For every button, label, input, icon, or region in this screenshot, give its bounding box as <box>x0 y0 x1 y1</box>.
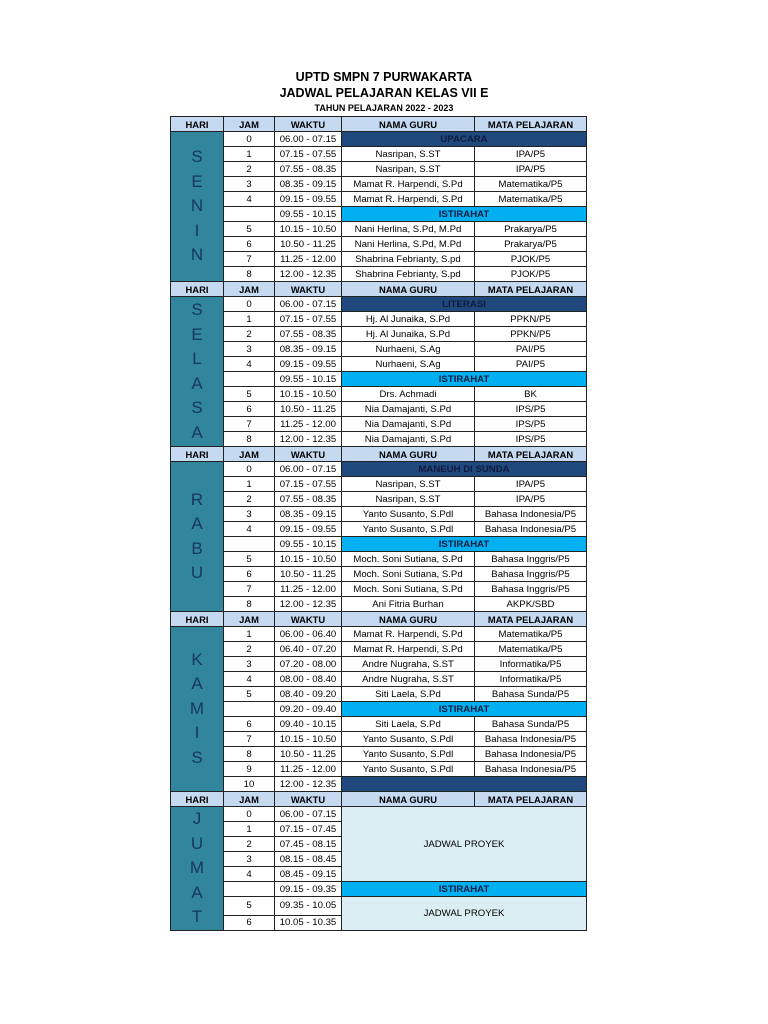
teacher-cell: Ani Fitria Burhan <box>342 597 475 612</box>
schedule-row <box>171 327 587 342</box>
subject-cell: IPA/P5 <box>475 492 587 507</box>
teacher-cell: Nasripan, S.ST <box>342 147 475 162</box>
subject-cell: Informatika/P5 <box>475 657 587 672</box>
waktu-cell: 10.15 - 10.50 <box>275 387 342 402</box>
col-waktu-header: WAKTU <box>275 447 342 462</box>
teacher-cell: Mamat R. Harpendi, S.Pd <box>342 642 475 657</box>
teacher-cell: Shabrina Febrianty, S.pd <box>342 252 475 267</box>
jam-cell: 0 <box>224 297 275 312</box>
day-letter: S <box>191 300 203 319</box>
day-name-selasa <box>171 297 224 447</box>
waktu-cell: 07.55 - 08.35 <box>275 492 342 507</box>
subject-cell: IPA/P5 <box>475 162 587 177</box>
waktu-cell: 10.05 - 10.35 <box>275 915 342 930</box>
schedule-row <box>171 747 587 762</box>
teacher-cell: Hj. Al Junaika, S.Pd <box>342 327 475 342</box>
day-letter: A <box>191 514 203 533</box>
schedule-row <box>171 657 587 672</box>
waktu-cell: 12.00 - 12.35 <box>275 777 342 792</box>
jam-cell: 5 <box>224 222 275 237</box>
subject-cell: Bahasa Indonesia/P5 <box>475 507 587 522</box>
waktu-cell: 11.25 - 12.00 <box>275 252 342 267</box>
jam-cell: 8 <box>224 267 275 282</box>
jam-cell: 7 <box>224 252 275 267</box>
jam-cell: 5 <box>224 387 275 402</box>
waktu-cell: 07.20 - 08.00 <box>275 657 342 672</box>
col-mata-pelajaran-header: MATA PELAJARAN <box>475 612 587 627</box>
day-name-senin <box>171 132 224 282</box>
day-letter: R <box>190 489 204 509</box>
schedule-row <box>171 522 587 537</box>
teacher-cell: Moch. Soni Sutiana, S.Pd <box>342 582 475 597</box>
day-letter: U <box>190 833 204 853</box>
day-name-kamis <box>171 627 224 792</box>
waktu-cell: 06.00 - 07.15 <box>275 462 342 477</box>
jam-cell: 1 <box>224 822 275 837</box>
subject-cell: Bahasa Inggris/P5 <box>475 552 587 567</box>
jam-cell: 4 <box>224 522 275 537</box>
jam-cell <box>224 207 275 222</box>
waktu-cell: 12.00 - 12.35 <box>275 267 342 282</box>
teacher-cell: Yanto Susanto, S.Pdl <box>342 747 475 762</box>
jam-cell: 2 <box>224 492 275 507</box>
jam-cell <box>224 882 275 897</box>
schedule-row <box>171 762 587 777</box>
subject-cell: Bahasa Indonesia/P5 <box>475 762 587 777</box>
teacher-cell: Andre Nugraha, S.ST <box>342 657 475 672</box>
jam-cell: 6 <box>224 237 275 252</box>
waktu-cell: 06.40 - 07.20 <box>275 642 342 657</box>
col-nama-guru-header: NAMA GURU <box>342 117 475 132</box>
schedule-row <box>171 552 587 567</box>
jam-cell: 7 <box>224 417 275 432</box>
col-jam-header: JAM <box>224 282 275 297</box>
banner-cell <box>342 777 587 792</box>
teacher-cell: Siti Laela, S.Pd <box>342 717 475 732</box>
waktu-cell: 09.35 - 10.05 <box>275 897 342 916</box>
schedule-title: JADWAL PELAJARAN KELAS VII E <box>279 86 489 100</box>
schedule-row <box>171 372 587 387</box>
teacher-cell: Nasripan, S.ST <box>342 162 475 177</box>
jam-cell: 3 <box>224 177 275 192</box>
subject-cell: Prakarya/P5 <box>475 237 587 252</box>
col-jam-header: JAM <box>224 117 275 132</box>
jam-cell: 6 <box>224 402 275 417</box>
schedule-row <box>171 732 587 747</box>
project-cell: JADWAL PROYEK <box>342 807 587 882</box>
subject-cell: Matematika/P5 <box>475 192 587 207</box>
jam-cell: 0 <box>224 807 275 822</box>
col-waktu-header: WAKTU <box>275 792 342 807</box>
subject-cell: Matematika/P5 <box>475 177 587 192</box>
subject-cell: PJOK/P5 <box>475 252 587 267</box>
schedule-row <box>171 177 587 192</box>
col-nama-guru-header: NAMA GURU <box>342 792 475 807</box>
schedule-row <box>171 537 587 552</box>
schedule-body <box>171 117 587 931</box>
day-letter: E <box>191 171 203 191</box>
schedule-row <box>171 582 587 597</box>
schedule-row <box>171 417 587 432</box>
teacher-cell: Moch. Soni Sutiana, S.Pd <box>342 567 475 582</box>
day-letter: A <box>191 422 203 442</box>
jam-cell: 6 <box>224 567 275 582</box>
jam-cell: 2 <box>224 837 275 852</box>
schedule-row <box>171 222 587 237</box>
jam-cell: 5 <box>224 552 275 567</box>
waktu-cell: 08.15 - 08.45 <box>275 852 342 867</box>
schedule-row <box>171 492 587 507</box>
schedule-row <box>171 147 587 162</box>
day-letter: A <box>191 882 203 902</box>
jam-cell: 1 <box>224 147 275 162</box>
jam-cell: 9 <box>224 762 275 777</box>
waktu-cell: 08.00 - 08.40 <box>275 672 342 687</box>
jam-cell: 7 <box>224 582 275 597</box>
subject-cell: Informatika/P5 <box>475 672 587 687</box>
day-letter: K <box>191 649 203 669</box>
col-mata-pelajaran-header: MATA PELAJARAN <box>475 447 587 462</box>
schedule-row <box>171 207 587 222</box>
waktu-cell: 06.00 - 06.40 <box>275 627 342 642</box>
col-jam-header: JAM <box>224 612 275 627</box>
schedule-row <box>171 507 587 522</box>
jam-cell: 1 <box>224 312 275 327</box>
teacher-cell: Yanto Susanto, S.Pdl <box>342 522 475 537</box>
schedule-row <box>171 642 587 657</box>
schedule-row <box>171 297 587 312</box>
teacher-cell: Drs. Achmadi <box>342 387 475 402</box>
teacher-cell: Nurhaeni, S.Ag <box>342 342 475 357</box>
jam-cell: 0 <box>224 132 275 147</box>
waktu-cell: 09.40 - 10.15 <box>275 717 342 732</box>
col-waktu-header: WAKTU <box>275 282 342 297</box>
jam-cell <box>224 537 275 552</box>
day-letter: T <box>191 907 203 926</box>
col-waktu-header: WAKTU <box>275 117 342 132</box>
col-hari-header: HARI <box>171 447 224 462</box>
schedule-row <box>171 897 587 916</box>
waktu-cell: 10.15 - 10.50 <box>275 552 342 567</box>
day-letter: L <box>192 349 202 368</box>
schedule-row <box>171 162 587 177</box>
waktu-cell: 10.15 - 10.50 <box>275 222 342 237</box>
teacher-cell: Nasripan, S.ST <box>342 492 475 507</box>
waktu-cell: 09.15 - 09.55 <box>275 357 342 372</box>
waktu-cell: 07.55 - 08.35 <box>275 327 342 342</box>
waktu-cell: 10.50 - 11.25 <box>275 237 342 252</box>
schedule-row <box>171 882 587 897</box>
project-cell: JADWAL PROYEK <box>342 897 587 931</box>
teacher-cell: Yanto Susanto, S.Pdl <box>342 762 475 777</box>
subject-cell: IPA/P5 <box>475 147 587 162</box>
waktu-cell: 08.35 - 09.15 <box>275 507 342 522</box>
waktu-cell: 10.50 - 11.25 <box>275 567 342 582</box>
subject-cell: IPA/P5 <box>475 477 587 492</box>
subject-cell: Matematika/P5 <box>475 642 587 657</box>
col-jam-header: JAM <box>224 447 275 462</box>
jam-cell: 8 <box>224 432 275 447</box>
waktu-cell: 08.35 - 09.15 <box>275 177 342 192</box>
subject-cell: PAI/P5 <box>475 357 587 372</box>
waktu-cell: 07.55 - 08.35 <box>275 162 342 177</box>
schedule-row <box>171 627 587 642</box>
day-letter: A <box>191 373 203 393</box>
jam-cell: 7 <box>224 732 275 747</box>
banner-cell: LITERASI <box>342 297 587 312</box>
schedule-row <box>171 462 587 477</box>
subject-cell: AKPK/SBD <box>475 597 587 612</box>
teacher-cell: Nasripan, S.ST <box>342 477 475 492</box>
schedule-row <box>171 312 587 327</box>
subject-cell: PAI/P5 <box>475 342 587 357</box>
schedule-row <box>171 717 587 732</box>
teacher-cell: Nia Damajanti, S.Pd <box>342 432 475 447</box>
teacher-cell: Nani Herlina, S.Pd, M.Pd <box>342 222 475 237</box>
jam-cell: 5 <box>224 897 275 916</box>
col-hari-header: HARI <box>171 282 224 297</box>
subject-cell: Bahasa Indonesia/P5 <box>475 747 587 762</box>
day-letter: S <box>191 398 203 417</box>
subject-cell: IPS/P5 <box>475 417 587 432</box>
day-letter: N <box>190 245 204 265</box>
jam-cell: 10 <box>224 777 275 792</box>
schedule-row <box>171 342 587 357</box>
col-nama-guru-header: NAMA GURU <box>342 447 475 462</box>
schedule-row <box>171 387 587 402</box>
jam-cell: 2 <box>224 327 275 342</box>
waktu-cell: 07.15 - 07.55 <box>275 477 342 492</box>
teacher-cell: Nurhaeni, S.Ag <box>342 357 475 372</box>
col-mata-pelajaran-header: MATA PELAJARAN <box>475 282 587 297</box>
jam-cell: 6 <box>224 915 275 930</box>
jam-cell: 3 <box>224 342 275 357</box>
waktu-cell: 08.40 - 09.20 <box>275 687 342 702</box>
day-letter: J <box>192 809 202 828</box>
schedule-row <box>171 432 587 447</box>
jam-cell <box>224 372 275 387</box>
schedule-row <box>171 687 587 702</box>
jam-cell: 2 <box>224 642 275 657</box>
schedule-row <box>171 357 587 372</box>
day-letter: S <box>191 147 203 167</box>
header-row <box>171 612 587 627</box>
waktu-cell: 09.55 - 10.15 <box>275 207 342 222</box>
jam-cell: 4 <box>224 672 275 687</box>
jam-cell: 8 <box>224 597 275 612</box>
col-nama-guru-header: NAMA GURU <box>342 282 475 297</box>
schedule-row <box>171 477 587 492</box>
teacher-cell: Mamat R. Harpendi, S.Pd <box>342 177 475 192</box>
col-mata-pelajaran-header: MATA PELAJARAN <box>475 117 587 132</box>
waktu-cell: 06.00 - 07.15 <box>275 297 342 312</box>
teacher-cell: Nia Damajanti, S.Pd <box>342 402 475 417</box>
day-letter: U <box>190 563 204 582</box>
waktu-cell: 09.15 - 09.35 <box>275 882 342 897</box>
schedule-row <box>171 777 587 792</box>
banner-cell: ISTIRAHAT <box>342 702 587 717</box>
schedule-row <box>171 672 587 687</box>
school-name: UPTD SMPN 7 PURWAKARTA <box>295 70 473 84</box>
subject-cell: Bahasa Sunda/P5 <box>475 717 587 732</box>
subject-cell: Matematika/P5 <box>475 627 587 642</box>
waktu-cell: 11.25 - 12.00 <box>275 762 342 777</box>
jam-cell: 6 <box>224 717 275 732</box>
teacher-cell: Mamat R. Harpendi, S.Pd <box>342 627 475 642</box>
schedule-row <box>171 807 587 822</box>
waktu-cell: 09.15 - 09.55 <box>275 522 342 537</box>
waktu-cell: 10.50 - 11.25 <box>275 747 342 762</box>
waktu-cell: 07.45 - 08.15 <box>275 837 342 852</box>
waktu-cell: 10.50 - 11.25 <box>275 402 342 417</box>
waktu-cell: 08.45 - 09.15 <box>275 867 342 882</box>
banner-cell: ISTIRAHAT <box>342 207 587 222</box>
waktu-cell: 06.00 - 07.15 <box>275 807 342 822</box>
waktu-cell: 09.15 - 09.55 <box>275 192 342 207</box>
teacher-cell: Siti Laela, S.Pd <box>342 687 475 702</box>
subject-cell: Bahasa Sunda/P5 <box>475 687 587 702</box>
day-letter: B <box>191 538 203 558</box>
subject-cell: Bahasa Indonesia/P5 <box>475 522 587 537</box>
col-waktu-header: WAKTU <box>275 612 342 627</box>
teacher-cell: Nia Damajanti, S.Pd <box>342 417 475 432</box>
schedule-row <box>171 192 587 207</box>
jam-cell: 4 <box>224 192 275 207</box>
schedule-row <box>171 597 587 612</box>
subject-cell: BK <box>475 387 587 402</box>
waktu-cell: 09.20 - 09.40 <box>275 702 342 717</box>
header-row <box>171 117 587 132</box>
subject-cell: PJOK/P5 <box>475 267 587 282</box>
day-letter: I <box>194 220 200 240</box>
day-letter: A <box>191 674 203 694</box>
schedule-table <box>170 116 587 931</box>
schedule-row <box>171 267 587 282</box>
header-row <box>171 447 587 462</box>
col-nama-guru-header: NAMA GURU <box>342 612 475 627</box>
col-hari-header: HARI <box>171 117 224 132</box>
banner-cell: ISTIRAHAT <box>342 372 587 387</box>
jam-cell: 5 <box>224 687 275 702</box>
banner-cell: MANEUH DI SUNDA <box>342 462 587 477</box>
teacher-cell: Mamat R. Harpendi, S.Pd <box>342 192 475 207</box>
day-name-jumat <box>171 807 224 931</box>
header-row <box>171 282 587 297</box>
col-mata-pelajaran-header: MATA PELAJARAN <box>475 792 587 807</box>
waktu-cell: 10.15 - 10.50 <box>275 732 342 747</box>
col-hari-header: HARI <box>171 612 224 627</box>
header-row <box>171 792 587 807</box>
banner-cell: UPACARA <box>342 132 587 147</box>
subject-cell: PPKN/P5 <box>475 312 587 327</box>
jam-cell: 3 <box>224 507 275 522</box>
jam-cell: 4 <box>224 357 275 372</box>
teacher-cell: Andre Nugraha, S.ST <box>342 672 475 687</box>
jam-cell: 4 <box>224 867 275 882</box>
subject-cell: Bahasa Indonesia/P5 <box>475 732 587 747</box>
subject-cell: IPS/P5 <box>475 432 587 447</box>
teacher-cell: Shabrina Febrianty, S.pd <box>342 267 475 282</box>
col-jam-header: JAM <box>224 792 275 807</box>
subject-cell: Bahasa Inggris/P5 <box>475 567 587 582</box>
day-letter: S <box>191 747 203 767</box>
waktu-cell: 09.55 - 10.15 <box>275 372 342 387</box>
banner-cell: ISTIRAHAT <box>342 882 587 897</box>
schedule-row <box>171 567 587 582</box>
banner-cell: ISTIRAHAT <box>342 537 587 552</box>
day-letter: I <box>194 723 200 743</box>
day-letter: M <box>189 698 205 718</box>
jam-cell <box>224 702 275 717</box>
schedule-row <box>171 252 587 267</box>
jam-cell: 3 <box>224 852 275 867</box>
teacher-cell: Moch. Soni Sutiana, S.Pd <box>342 552 475 567</box>
schedule-row <box>171 237 587 252</box>
waktu-cell: 07.15 - 07.55 <box>275 147 342 162</box>
day-name-rabu <box>171 462 224 612</box>
jam-cell: 2 <box>224 162 275 177</box>
schedule-row <box>171 132 587 147</box>
subject-cell: IPS/P5 <box>475 402 587 417</box>
col-hari-header: HARI <box>171 792 224 807</box>
jam-cell: 0 <box>224 462 275 477</box>
teacher-cell: Yanto Susanto, S.Pdl <box>342 732 475 747</box>
jam-cell: 8 <box>224 747 275 762</box>
waktu-cell: 07.15 - 07.55 <box>275 312 342 327</box>
teacher-cell: Nani Herlina, S.Pd, M.Pd <box>342 237 475 252</box>
waktu-cell: 07.15 - 07.45 <box>275 822 342 837</box>
day-letter: E <box>191 324 203 344</box>
teacher-cell: Yanto Susanto, S.Pdl <box>342 507 475 522</box>
waktu-cell: 12.00 - 12.35 <box>275 597 342 612</box>
waktu-cell: 11.25 - 12.00 <box>275 582 342 597</box>
jam-cell: 1 <box>224 627 275 642</box>
schedule-row <box>171 702 587 717</box>
waktu-cell: 11.25 - 12.00 <box>275 417 342 432</box>
jam-cell: 1 <box>224 477 275 492</box>
subject-cell: Prakarya/P5 <box>475 222 587 237</box>
subject-cell: PPKN/P5 <box>475 327 587 342</box>
jam-cell: 3 <box>224 657 275 672</box>
waktu-cell: 06.00 - 07.15 <box>275 132 342 147</box>
schedule-row <box>171 402 587 417</box>
teacher-cell: Hj. Al Junaika, S.Pd <box>342 312 475 327</box>
academic-year: TAHUN PELAJARAN 2022 - 2023 <box>314 103 454 113</box>
waktu-cell: 12.00 - 12.35 <box>275 432 342 447</box>
waktu-cell: 09.55 - 10.15 <box>275 537 342 552</box>
waktu-cell: 08.35 - 09.15 <box>275 342 342 357</box>
day-letter: M <box>189 858 205 877</box>
day-letter: N <box>190 196 204 216</box>
subject-cell: Bahasa Inggris/P5 <box>475 582 587 597</box>
